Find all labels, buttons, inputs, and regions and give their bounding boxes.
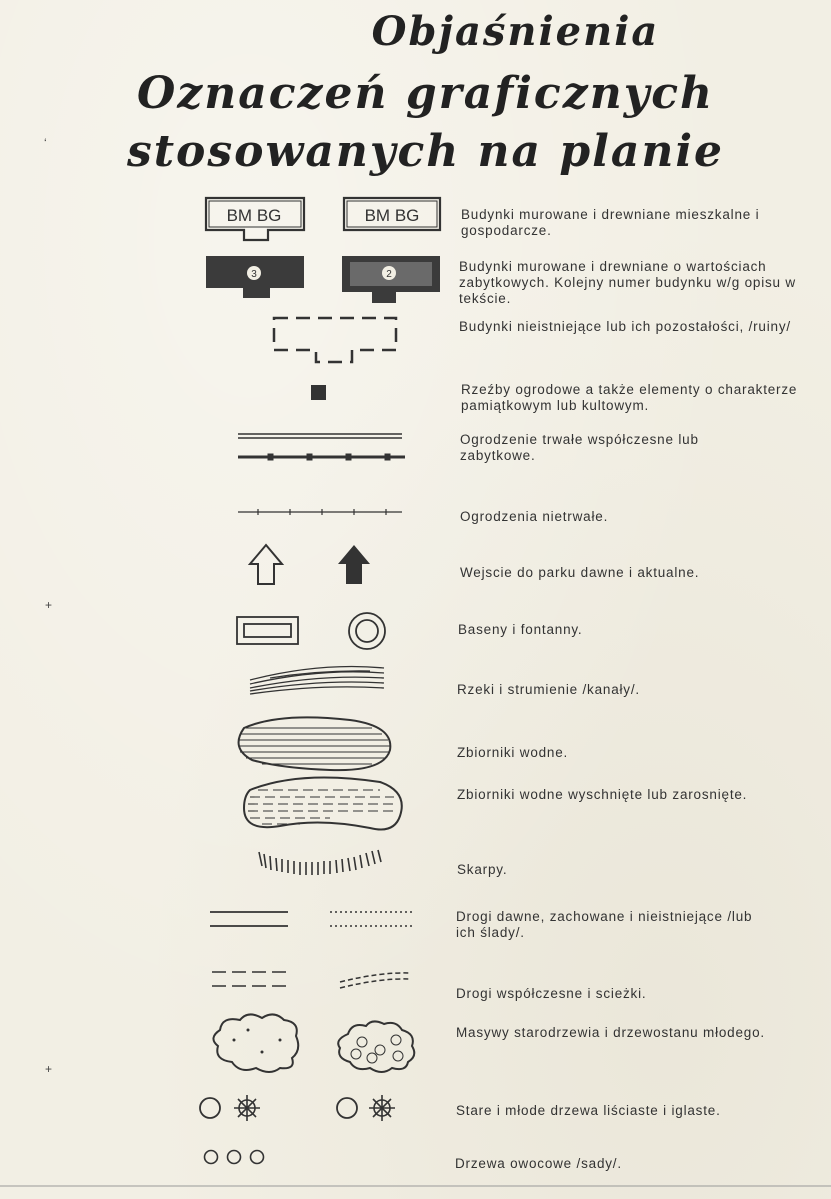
title-line-3: stosowanych na planie — [126, 126, 725, 177]
legend-text-ruins: Budynki nieistniejące lub ich pozostałości, /ruiny/ — [459, 319, 791, 334]
monument-number-1: 3 — [251, 269, 257, 280]
scan-mark: + — [45, 1062, 53, 1076]
building-right-label: BM BG — [364, 206, 420, 225]
old-roads-icon — [210, 912, 412, 926]
young-tree-mass-texture-icon — [351, 1035, 403, 1063]
fountain-icon — [349, 613, 385, 649]
legend-text-rivers: Rzeki i strumienie /kanały/. — [457, 682, 640, 697]
title-line-2: Oznaczeń graficznych — [136, 68, 715, 119]
legend-text-sculptures: Rzeźby ogrodowe a także elementy o charakterze pamiątkowym lub kultowym. — [461, 382, 798, 413]
permanent-fence-icon — [238, 434, 405, 460]
river-icon — [250, 667, 384, 695]
young-deciduous-tree-icon — [337, 1098, 357, 1118]
legend-text-pools: Baseny i fontanny. — [458, 622, 583, 637]
temporary-fence-icon — [238, 509, 402, 515]
old-deciduous-tree-icon — [200, 1098, 220, 1118]
legend-text-escarpments: Skarpy. — [457, 862, 508, 877]
legend-text-reservoirs: Zbiorniki wodne. — [457, 745, 569, 760]
dried-reservoir-icon — [244, 778, 402, 830]
fruit-trees-icon — [205, 1151, 264, 1164]
legend-text-trees: Stare i młode drzewa liściaste i iglaste. — [456, 1103, 721, 1118]
scan-mark: ‘ — [44, 136, 47, 150]
building-left-label: BM BG — [226, 206, 282, 225]
young-conifer-tree-icon — [369, 1095, 395, 1121]
legend-text-permanent-fence: Ogrodzenie trwałe współczesne lub zabytkowe. — [460, 432, 699, 463]
modern-roads-icon — [212, 972, 410, 988]
escarpment-icon — [259, 850, 381, 875]
legend-text-dried-reservoirs: Zbiorniki wodne wyschnięte lub zarosnięte. — [457, 787, 748, 802]
old-tree-mass-dots-icon — [233, 1029, 282, 1054]
legend-text-old-roads: Drogi dawne, zachowane i nieistniejące /lub ich ślady/. — [456, 909, 753, 940]
entrance-old-arrow-icon — [250, 545, 282, 584]
legend-text-temporary-fence: Ogrodzenia nietrwałe. — [460, 509, 609, 524]
old-tree-mass-icon — [213, 1014, 298, 1072]
legend-text-buildings: Budynki murowane i drewniane mieszkalne i gospodarcze. — [461, 207, 760, 238]
monument-number-2: 2 — [386, 269, 392, 280]
scan-mark: + — [45, 598, 53, 612]
entrance-current-arrow-icon — [338, 545, 370, 584]
old-conifer-tree-icon — [234, 1095, 260, 1121]
pool-icon — [237, 617, 298, 644]
legend-text-entrance: Wejscie do parku dawne i aktualne. — [460, 565, 700, 580]
legend-text-modern-roads: Drogi współczesne i scieżki. — [456, 986, 647, 1001]
ruins-dashed-icon — [274, 318, 396, 362]
legend-text-tree-masses: Masywy starodrzewia i drzewostanu młodego. — [456, 1025, 765, 1040]
legend-text-monument-buildings: Budynki murowane i drewniane o wartościach zabytkowych. Kolejny numer budynku w/g opisu w tekście. — [459, 259, 796, 306]
title-line-1: Objaśnienia — [371, 8, 660, 55]
legend-text-fruit-trees: Drzewa owocowe /sady/. — [455, 1156, 622, 1171]
water-reservoir-icon — [238, 717, 390, 770]
sculpture-square-icon — [311, 385, 326, 400]
